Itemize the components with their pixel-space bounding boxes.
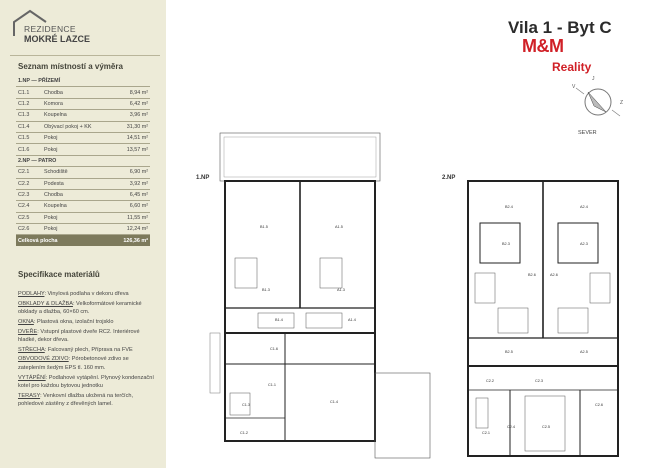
plan-room-label: C1.2 xyxy=(240,431,249,435)
room-id: C1.3 xyxy=(16,110,42,121)
room-area: 12,24 m² xyxy=(111,224,150,235)
plan-room-label: B2.3 xyxy=(502,242,510,246)
material-item xyxy=(18,392,156,409)
floor-2-heading: 2.NP — PATRO xyxy=(16,155,150,166)
room-row xyxy=(16,121,150,132)
room-area: 31,30 m² xyxy=(111,121,150,132)
logo-line-1: REZIDENCE xyxy=(24,24,76,34)
material-key: STŘECHA xyxy=(18,346,45,353)
material-text: : Falcovaný plech, Příprava na FVE xyxy=(44,346,133,353)
room-area: 3,96 m² xyxy=(111,110,150,121)
room-row xyxy=(16,201,150,212)
material-item xyxy=(18,346,156,355)
floor-plans xyxy=(180,128,640,473)
room-area: 6,60 m² xyxy=(111,201,150,212)
material-text: : Velkoformátové keramické obklady a dlažba, 60×60 cm. xyxy=(18,300,142,316)
room-id: C2.5 xyxy=(16,212,42,223)
material-key: VYTÁPĚNÍ xyxy=(18,374,46,381)
compass-letter-j: J xyxy=(592,76,595,82)
materials-title: Specifikace materiálů xyxy=(18,270,100,279)
plan-room-label: A1.4 xyxy=(348,318,356,322)
room-name: Komora xyxy=(42,98,111,109)
room-name: Chodba xyxy=(42,87,111,98)
floor-1-heading: 1.NP — PŘÍZEMÍ xyxy=(16,76,150,87)
plan-room-label: A2.5 xyxy=(580,350,588,354)
logo xyxy=(10,8,160,48)
room-area: 14,51 m² xyxy=(111,132,150,143)
plan-room-label: B1.3 xyxy=(262,288,270,292)
room-area: 13,57 m² xyxy=(111,144,150,155)
total-label: Celková plocha xyxy=(16,235,111,246)
room-name: Pokoj xyxy=(42,132,111,143)
room-name: Obývací pokoj + KK xyxy=(42,121,111,132)
material-key: OBKLADY & DLAŽBA xyxy=(18,300,73,307)
plan-label-2np: 2.NP xyxy=(442,175,456,181)
logo-divider xyxy=(10,55,160,56)
logo-line-2: MOKRÉ LAZCE xyxy=(24,34,90,44)
material-item xyxy=(18,328,156,345)
material-item xyxy=(18,300,156,317)
material-text: : Podlahové vytápění. Plynový kondenzační kotel pro každou bytovou jednotku xyxy=(18,374,154,390)
material-text: : Pórobetonové zdivo se zateplením šedým EPS tl. 160 mm. xyxy=(18,356,129,371)
plan-room-label: C1.1 xyxy=(268,383,277,387)
plan-room-label: B1.5 xyxy=(260,225,268,229)
plan-room-label: B2.4 xyxy=(505,205,513,209)
room-id: C2.1 xyxy=(16,167,42,178)
room-row xyxy=(16,224,150,235)
floor-plan-drawing xyxy=(180,128,640,468)
plan-room-label: A1.5 xyxy=(335,225,343,229)
materials-list xyxy=(18,290,156,410)
room-id: C1.6 xyxy=(16,144,42,155)
material-key: DVEŘE xyxy=(18,328,38,335)
material-key: OKNA xyxy=(18,318,34,325)
plan-room-label: A1.3 xyxy=(337,288,345,292)
plan-room-label: A2.3 xyxy=(580,242,588,246)
room-row xyxy=(16,132,150,143)
room-row xyxy=(16,212,150,223)
room-id: C2.6 xyxy=(16,224,42,235)
plan-room-label: C2.1 xyxy=(482,431,491,435)
room-row xyxy=(16,98,150,109)
material-item xyxy=(18,355,156,372)
room-row xyxy=(16,110,150,121)
plan-label-1np: 1.NP xyxy=(196,175,210,181)
plan-room-label: C2.3 xyxy=(535,379,544,383)
plan-room-label: C2.5 xyxy=(542,425,551,429)
sidebar xyxy=(0,0,166,468)
material-item xyxy=(18,290,156,299)
room-name: Koupelna xyxy=(42,201,111,212)
compass-letter-v: V xyxy=(572,84,576,90)
room-area: 3,92 m² xyxy=(111,178,150,189)
room-id: C2.2 xyxy=(16,178,42,189)
material-text: : Vstupní plastové dveře RC2. Interiérové hladké, dekor dřeva. xyxy=(18,328,140,344)
total-area: 126,36 m² xyxy=(111,235,150,246)
room-area: 6,90 m² xyxy=(111,167,150,178)
material-text: : Venkovní dlažba uložená na terčích, pohledové zástěny z dřevěných lamel. xyxy=(18,392,134,408)
room-row xyxy=(16,167,150,178)
compass-label: SEVER xyxy=(578,130,597,136)
room-id: C1.4 xyxy=(16,121,42,132)
room-area: 8,94 m² xyxy=(111,87,150,98)
room-name: Koupelna xyxy=(42,110,111,121)
room-name: Podesta xyxy=(42,178,111,189)
plan-room-label: B2.5 xyxy=(505,350,513,354)
material-key: OBVODOVÉ ZDIVO xyxy=(18,356,69,363)
plan-room-label: C1.3 xyxy=(242,403,251,407)
brand-logo: M&M xyxy=(522,36,564,56)
compass-rose-icon xyxy=(568,76,628,132)
material-key: PODLAHY xyxy=(18,291,45,297)
rooms-title: Seznam místností a výměra xyxy=(18,62,123,71)
room-row xyxy=(16,87,150,98)
room-id: C1.5 xyxy=(16,132,42,143)
plan-room-label: C2.2 xyxy=(486,379,495,383)
plan-room-label: B2.6 xyxy=(528,273,536,277)
plan-room-label: C1.6 xyxy=(270,347,279,351)
room-id: C2.4 xyxy=(16,201,42,212)
plan-room-label: C1.4 xyxy=(330,400,339,404)
material-item xyxy=(18,318,156,327)
room-id: C1.2 xyxy=(16,98,42,109)
plan-room-label: A2.4 xyxy=(580,205,588,209)
room-area: 6,45 m² xyxy=(111,189,150,200)
room-name: Chodba xyxy=(42,189,111,200)
brand-subtitle: Reality xyxy=(552,60,592,74)
material-text: : Vinylová podlaha v dekoru dřeva xyxy=(44,291,129,297)
page-title: Vila 1 - Byt C xyxy=(508,18,612,37)
room-area: 6,42 m² xyxy=(111,98,150,109)
room-area: 11,55 m² xyxy=(111,212,150,223)
room-name: Schodiště xyxy=(42,167,111,178)
rooms-table xyxy=(16,76,150,246)
plan-room-label: C2.4 xyxy=(507,425,516,429)
room-row xyxy=(16,189,150,200)
plan-room-label: B1.4 xyxy=(275,318,283,322)
material-key: TERASY xyxy=(18,392,41,399)
plan-room-label: C2.6 xyxy=(595,403,604,407)
room-name: Pokoj xyxy=(42,224,111,235)
material-item xyxy=(18,374,156,391)
plan-room-label: A2.6 xyxy=(550,273,558,277)
room-name: Pokoj xyxy=(42,212,111,223)
room-row xyxy=(16,178,150,189)
material-text: : Plastová okna, izolační trojsklo xyxy=(33,318,114,325)
room-id: C1.1 xyxy=(16,87,42,98)
room-name: Pokoj xyxy=(42,144,111,155)
room-row xyxy=(16,144,150,155)
compass-letter-z: Z xyxy=(620,100,624,106)
total-row xyxy=(16,235,150,246)
room-id: C2.3 xyxy=(16,189,42,200)
